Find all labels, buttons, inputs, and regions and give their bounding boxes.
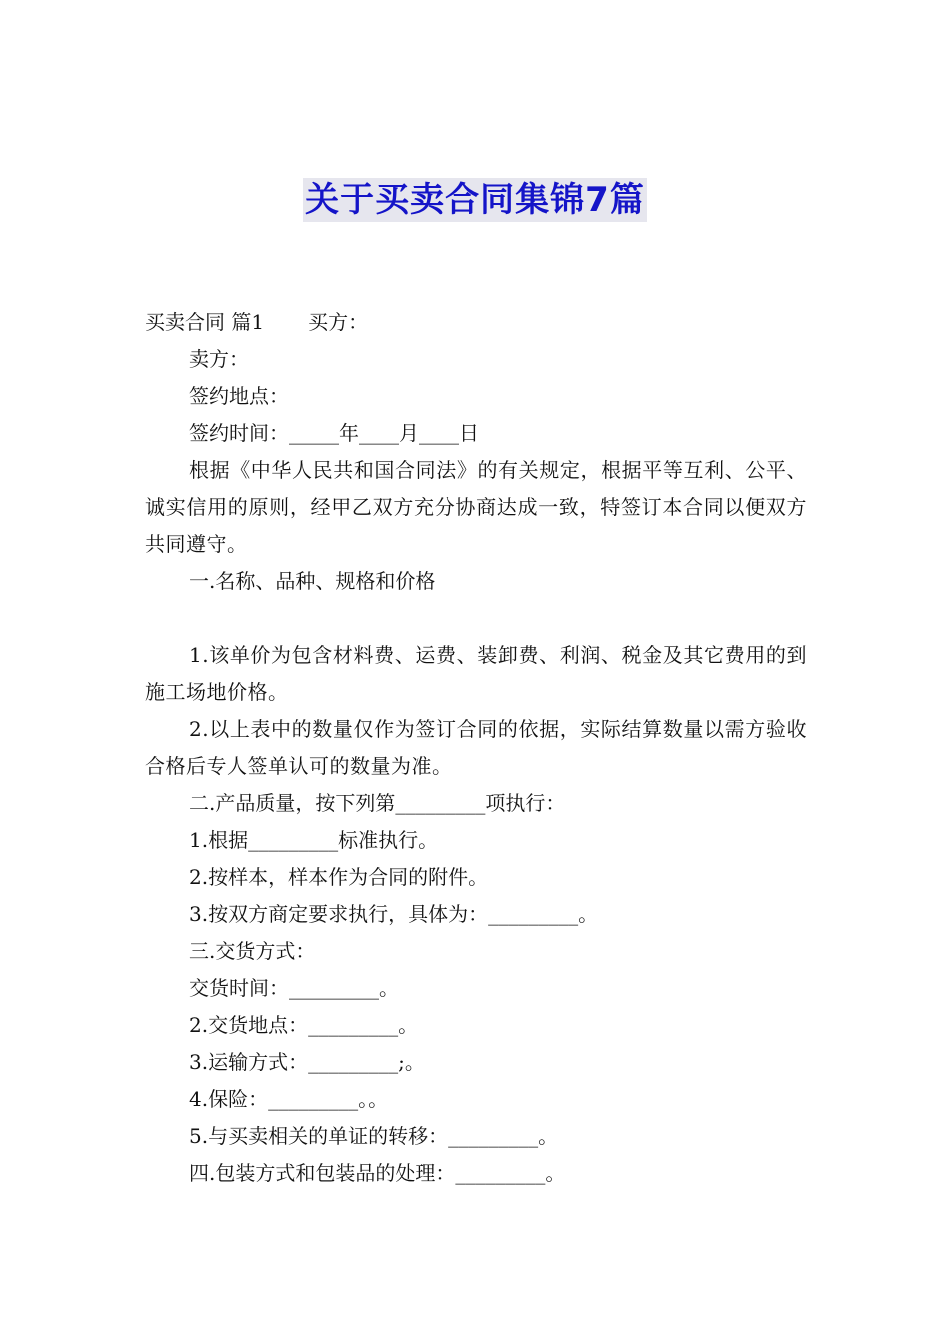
signing-place: 签约地点：	[189, 384, 289, 408]
section-2-item-3: 3.按双方商定要求执行，具体为：_________。	[189, 902, 599, 926]
table-gap	[145, 600, 807, 637]
insurance: 4.保险：_________。。	[189, 1087, 389, 1111]
section-1-heading: 一.名称、品种、规格和价格	[189, 569, 436, 593]
section-2-item-1: 1.根据_________标准执行。	[189, 828, 439, 852]
section-2-heading: 二.产品质量，按下列第_________项执行：	[189, 791, 566, 815]
delivery-place: 2.交货地点：_________。	[189, 1013, 419, 1037]
section-1-item-1: 1.该单价为包含材料费、运费、装卸费、利润、税金及其它费用的到施工场地价格。	[145, 643, 807, 704]
document-body	[145, 304, 807, 1192]
section-3-heading: 三.交货方式：	[189, 939, 316, 963]
buyer-label: 买方：	[308, 310, 369, 334]
signing-time: 签约时间：_____年____月____日	[189, 421, 479, 445]
intro-paragraph: 根据《中华人民共和国合同法》的有关规定，根据平等互利、公平、诚实信用的原则，经甲乙双方充分协商达成一致，特签订本合同以便双方共同遵守。	[145, 458, 807, 556]
document-title: 关于买卖合同集锦7篇	[305, 180, 645, 220]
contract-heading: 买卖合同 篇1	[145, 310, 265, 334]
transport-method: 3.运输方式：_________;。	[189, 1050, 425, 1074]
title-wrapper	[0, 178, 950, 222]
seller-label: 卖方：	[189, 347, 249, 371]
contract-heading-line	[145, 304, 807, 341]
section-4-heading: 四.包装方式和包装品的处理：_________。	[189, 1161, 566, 1185]
section-1-item-2: 2.以上表中的数量仅作为签订合同的依据，实际结算数量以需方验收合格后专人签单认可的数量为准。	[145, 717, 807, 778]
document-transfer: 5.与买卖相关的单证的转移：_________。	[189, 1124, 559, 1148]
section-2-item-2: 2.按样本，样本作为合同的附件。	[189, 865, 489, 889]
delivery-time: 交货时间：_________。	[189, 976, 399, 1000]
